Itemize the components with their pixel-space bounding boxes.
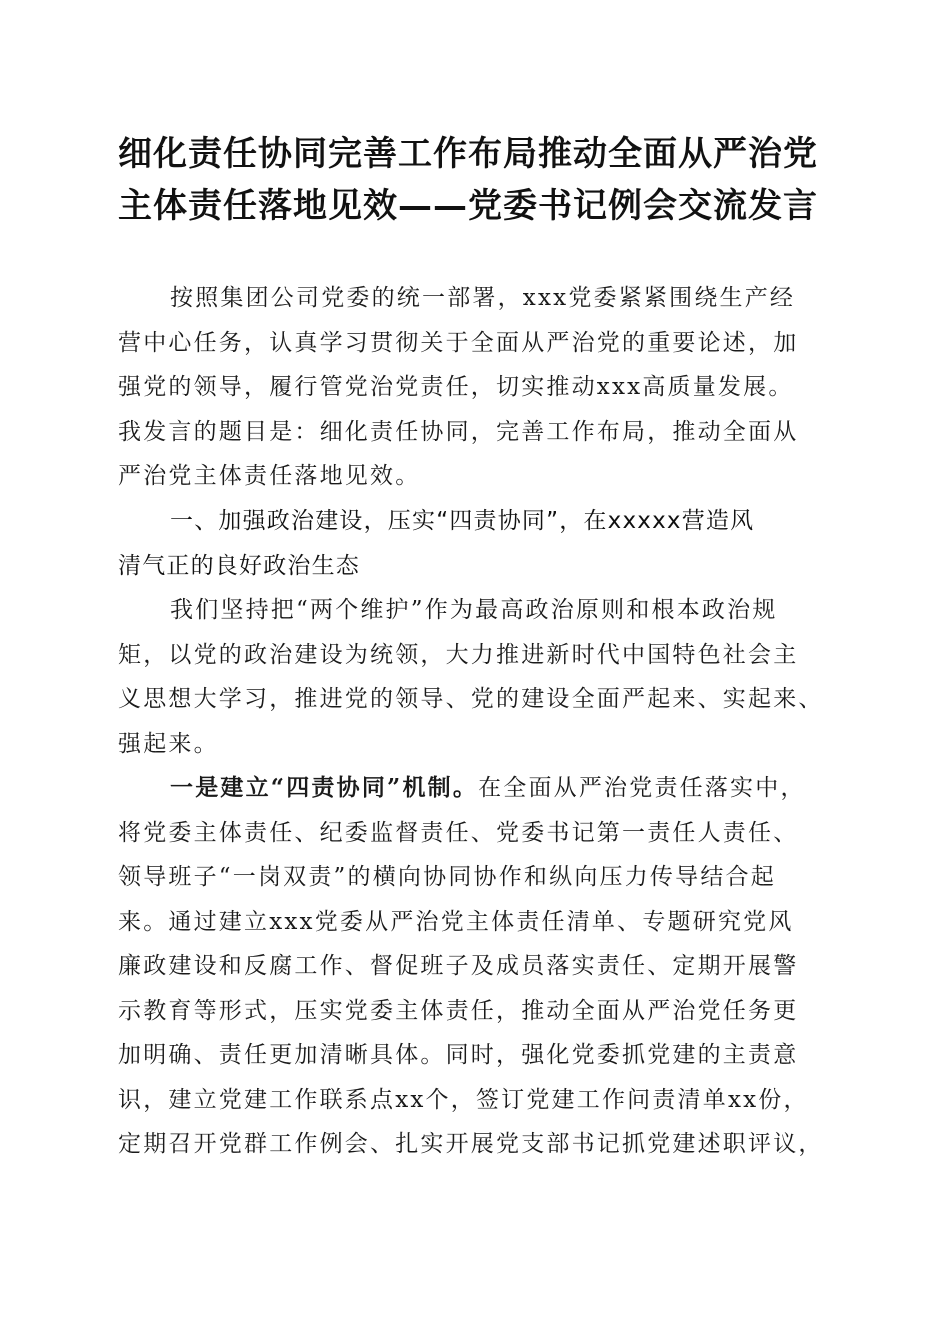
text-line: 将党委主体责任、纪委监督责任、党委书记第一责任人责任、 (118, 819, 799, 846)
document-title (118, 128, 838, 232)
heading-line: 清气正的良好政治生态 (118, 552, 360, 579)
text-line: 矩，以党的政治建设为统领，大力推进新时代中国特色社会主 (118, 641, 799, 668)
text-line (118, 766, 830, 811)
text-line: 义思想大学习，推进党的领导、党的建设全面严起来、实起来、 (118, 686, 824, 712)
title-line: 细化责任协同完善工作布局推动全面从严治党 (118, 134, 818, 174)
text-line: 强党的领导，履行管党治党责任，切实推动xxx高质量发展。 (118, 374, 794, 400)
point-text: 在全面从严治党责任落实中， (478, 775, 806, 801)
text-line: 来。通过建立xxx党委从严治党主体责任清单、专题研究党风 (118, 908, 794, 935)
heading-line: 一、加强政治建设，压实“四责协同”，在xxxxx营造风 (170, 508, 755, 534)
text-line: 廉政建设和反腐工作、督促班子及成员落实责任、定期开展警 (118, 953, 799, 979)
intro-paragraph (118, 276, 830, 499)
title-line: 主体责任落地见效——党委书记例会交流发言 (118, 186, 818, 226)
text-line: 营中心任务，认真学习贯彻关于全面从严治党的重要论述，加 (118, 329, 799, 356)
point-lead: 一是建立“四责协同”机制。 (170, 774, 479, 801)
text-line: 按照集团公司党委的统一部署，xxx党委紧紧围绕生产经 (170, 285, 796, 311)
text-line: 示教育等形式，压实党委主体责任，推动全面从严治党任务更 (118, 997, 799, 1024)
text-line: 强起来。 (118, 730, 219, 757)
section-1-point-1 (118, 766, 830, 1167)
text-line: 识，建立党建工作联系点xx个，签订党建工作问责清单xx份， (118, 1086, 809, 1113)
text-line: 加明确、责任更加清晰具体。同时，强化党委抓党建的主责意 (118, 1042, 799, 1068)
text-line: 领导班子“一岗双责”的横向协同协作和纵向压力传导结合起 (118, 864, 776, 890)
text-line: 我们坚持把“两个维护”作为最高政治原则和根本政治规 (170, 597, 778, 623)
text-line: 严治党主体责任落地见效。 (118, 463, 421, 489)
text-line: 我发言的题目是：细化责任协同，完善工作布局，推动全面从 (118, 418, 799, 445)
section-1-heading (118, 499, 830, 588)
section-1-paragraph (118, 588, 830, 766)
text-line: 定期召开党群工作例会、扎实开展党支部书记抓党建述职评议， (118, 1131, 824, 1157)
